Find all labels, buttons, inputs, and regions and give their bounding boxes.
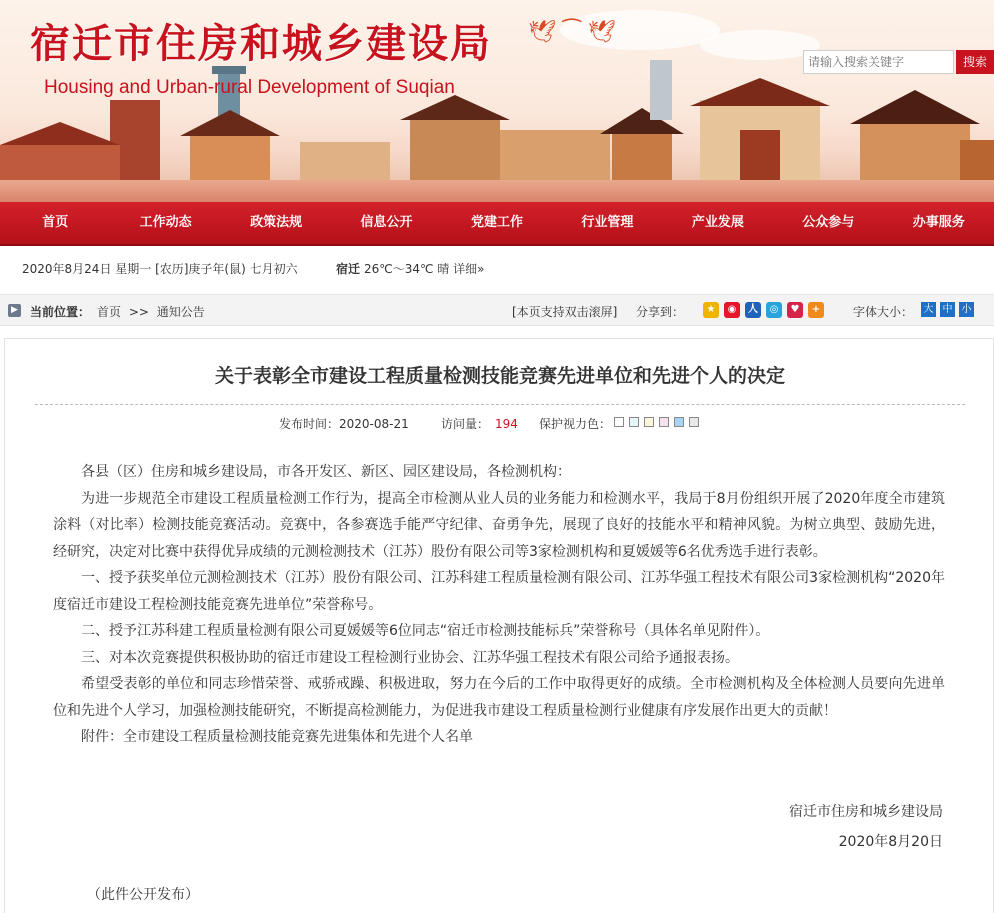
- birds-icon: 🕊 ⁀ 🕊: [528, 20, 616, 45]
- title-divider: [35, 404, 965, 405]
- swatch-light-yellow[interactable]: [644, 417, 654, 427]
- publish-time-value: 2020-08-21: [339, 417, 409, 431]
- attachment-link[interactable]: 附件：全市建设工程质量检测技能竞赛先进集体和先进个人名单: [81, 729, 473, 745]
- swatch-light-pink[interactable]: [659, 417, 669, 427]
- eye-care-color-label: 保护视力色：: [539, 417, 612, 431]
- nav-item-industry-development[interactable]: 产业发展: [691, 215, 744, 230]
- visit-count-value: 194: [495, 417, 518, 431]
- river-illustration: [0, 180, 994, 202]
- swatch-gray[interactable]: [689, 417, 699, 427]
- site-subtitle: Housing and Urban-rural Development of Suqian: [44, 77, 455, 98]
- share-icons: [703, 302, 824, 318]
- article-paragraph: 为进一步规范全市建设工程质量检测工作行为，提高全市检测从业人员的业务能力和检测水平，我局于8月份组织开展了2020年度全市建筑涂料（对比率）检测技能竞赛活动。竞赛中，各参赛选手能严守纪律、奋勇争先，展现了良好的技能水平和精神风貌。为树立典型、鼓励先进，经研究，决定对比赛中获得优异成绩的元测检测技术（江苏）股份有限公司等3家检测机构和夏媛媛等6名优秀选手进行表彰。: [53, 490, 945, 560]
- eye-care-swatches: [614, 417, 699, 427]
- font-medium-button[interactable]: 中: [940, 302, 955, 317]
- breadcrumb: [97, 303, 209, 320]
- nav-item-industry-management[interactable]: 行业管理: [581, 215, 634, 230]
- publish-time-label: 发布时间：: [279, 417, 340, 431]
- font-size-label: 字体大小：: [853, 305, 914, 319]
- article-paragraph: 三、对本次竞赛提供积极协助的宿迁市建设工程检测行业协会、江苏华强工程技术有限公司给予通报表扬。: [81, 649, 739, 666]
- swatch-blue[interactable]: [674, 417, 684, 427]
- article-paragraph: 二、授予江苏科建工程质量检测有限公司夏媛媛等6位同志“宿迁市检测技能标兵”荣誉称号（具体名单见附件）。: [81, 623, 770, 639]
- breadcrumb-separator: >>: [128, 305, 149, 319]
- visit-count: [441, 415, 518, 432]
- article-container: [4, 338, 994, 913]
- kaixin-icon[interactable]: ♥: [787, 302, 803, 318]
- nav-item-work-news[interactable]: 工作动态: [139, 215, 192, 230]
- breadcrumb-label: 当前位置：: [30, 305, 91, 319]
- weather-city: 宿迁: [336, 262, 361, 276]
- nav-item-public-participation[interactable]: 公众参与: [802, 215, 855, 230]
- visit-count-label: 访问量：: [441, 417, 490, 431]
- signature: 宿迁市住房和城乡建设局: [789, 804, 943, 820]
- share-label: 分享到：: [636, 305, 685, 319]
- breadcrumb-current[interactable]: 通知公告: [156, 305, 205, 319]
- swatch-white[interactable]: [614, 417, 624, 427]
- publish-note: （此件公开发布）: [87, 887, 199, 903]
- nav-item-policies[interactable]: 政策法规: [250, 215, 303, 230]
- font-large-button[interactable]: 大: [921, 302, 936, 317]
- sign-date: 2020年8月20日: [838, 834, 943, 850]
- weather-detail-link[interactable]: 26℃～34℃ 晴 详细»: [364, 262, 485, 276]
- search-input[interactable]: [803, 50, 954, 74]
- renren-icon[interactable]: 人: [745, 302, 761, 318]
- cloud-decoration: [700, 30, 820, 60]
- article-paragraph: 希望受表彰的单位和同志珍惜荣誉、戒骄戒躁、积极进取，努力在今后的工作中取得更好的成绩。全市检测机构及全体检测人员要向先进单位和先进个人学习，加强检测技能研究，不断提高检测能力，为促进我市建设工程质量检测行业健康有序发展作出更大的贡献！: [53, 676, 945, 719]
- more-share-icon[interactable]: +: [808, 302, 824, 318]
- nav-item-home[interactable]: 首页: [42, 215, 69, 230]
- swatch-light-blue[interactable]: [629, 417, 639, 427]
- site-title: 宿迁市住房和城乡建设局: [30, 20, 492, 67]
- search-button[interactable]: 搜索: [956, 50, 994, 74]
- publish-time: [279, 415, 409, 432]
- qzone-icon[interactable]: ★: [703, 302, 719, 318]
- tencent-weibo-icon[interactable]: ◎: [766, 302, 782, 318]
- nav-item-services[interactable]: 办事服务: [912, 215, 965, 230]
- breadcrumb-home-link[interactable]: 首页: [97, 305, 122, 319]
- current-date: 2020年8月24日 星期一 [农历]庚子年(鼠) 七月初六: [22, 262, 298, 276]
- article-paragraph: 一、授予获奖单位元测检测技术（江苏）股份有限公司、江苏科建工程质量检测有限公司、江苏华强工程技术有限公司3家检测机构“2020年度宿迁市建设工程检测技能竞赛先进单位”荣誉称号。: [53, 570, 945, 613]
- nav-item-party-building[interactable]: 党建工作: [470, 215, 523, 230]
- font-small-button[interactable]: 小: [959, 302, 974, 317]
- double-click-scroll-hint: [本页支持双击滚屏]: [512, 305, 618, 319]
- article-title: 关于表彰全市建设工程质量检测技能竞赛先进单位和先进个人的决定: [214, 365, 785, 387]
- location-arrow-icon: ▶: [8, 304, 21, 317]
- breadcrumb-bar: [0, 294, 994, 326]
- header-banner: [0, 0, 994, 202]
- article-paragraph: 各县（区）住房和城乡建设局，市各开发区、新区、园区建设局，各检测机构：: [81, 464, 571, 480]
- main-nav: [0, 202, 994, 246]
- article-body: [53, 459, 945, 751]
- nav-item-info-disclosure[interactable]: 信息公开: [360, 215, 413, 230]
- weather-info: [336, 260, 484, 277]
- weibo-icon[interactable]: ◉: [724, 302, 740, 318]
- font-size-buttons: [921, 302, 974, 317]
- date-weather-bar: [0, 248, 994, 288]
